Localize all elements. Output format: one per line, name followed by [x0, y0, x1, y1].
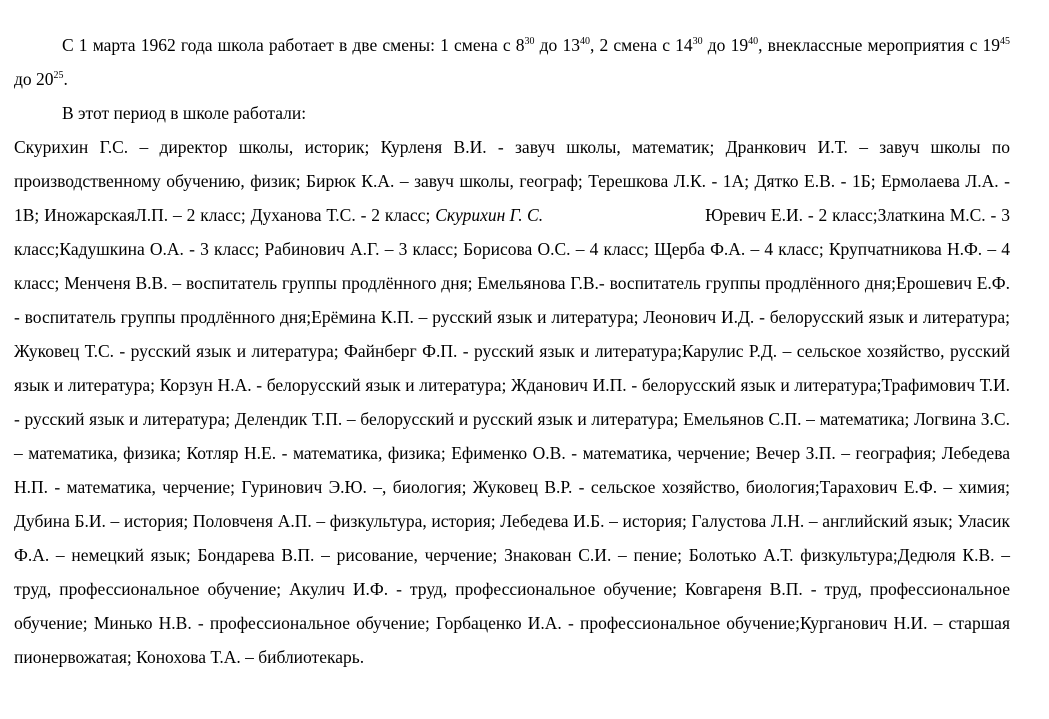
- schedule-text-5: , внеклассные мероприятия с 19: [758, 35, 1001, 55]
- time-superscript: 30: [524, 36, 535, 47]
- italic-name: Скурихин Г. С.: [435, 205, 544, 225]
- paragraph-staff-intro: В этот период в школе работали:: [62, 103, 307, 123]
- staff-text-part-2: Юревич Е.И. - 2 класс;Златкина М.С. - 3 класс;Кадушкина О.А. - 3 класс; Рабинович А.Г. – 3 класс; Борисова О.С. – 4 класс; Щерба Ф.А. – 4 класс; Крупчатникова Н.Ф. – 4 класс; Менченя В.В. – воспитатель группы продлённого дня; Емельянова Г.В.- воспитатель группы продлённого дня;Ерошевич Е.Ф. - воспитатель группы продлённого дня;Ерёмина К.П. – русский язык и литература; Леонович И.Д. - белорусский язык и литература; Жуковец Т.С. - русский язык и литература; Файнберг Ф.П. - русский язык и литература;Карулис Р.Д. – сельское хозяйство, русский язык и литература; Корзун Н.А. - белорусский язык и литература; Жданович И.П. - белорусский язык и литература;Трафимович Т.И. - русский язык и литература; Делендик Т.П. – белорусский и русский язык и литература; Емельянов С.П. – математика; Логвина З.С. – математика, физика; Котляр Н.Е. - математика, физика; Ефименко О.В. - математика, черчение; Вечер З.П. – география; Лебедева Н.П. - математика, черчение; Гуринович Э.Ю. –, биология; Жуковец В.Р. - сельское хозяйство, биология;Тарахович Е.Ф. – химия; Дубина Б.И. – история; Половченя А.П. – физкультура, история; Лебедева И.Б. – история; Галустова Л.Н. – английский язык; Уласик Ф.А. – немецкий язык; Бондарева В.П. – рисование, черчение; Знакован С.И. – пение; Болотько А.Т. физкультура;Дедюля К.В. – труд, профессиональное обучение; Акулич И.Ф. - труд, профессиональное обучение; Ковгареня В.П. - труд, профессиональное обучение; Минько Н.В. - профессиональное обучение; Горбаценко И.А. - профессиональное обучение;Курганович Н.И. – старшая пионервожатая; Конохова Т.А. – библиотекарь.: [14, 205, 1011, 667]
- time-superscript: 40: [748, 36, 759, 47]
- schedule-text-2: до 13: [534, 35, 580, 55]
- time-superscript: 30: [692, 36, 703, 47]
- schedule-text-3: , 2 смена с 14: [589, 35, 693, 55]
- schedule-text-6: до 20: [14, 69, 54, 89]
- schedule-text-7: .: [63, 69, 68, 89]
- document-body: [14, 28, 1010, 674]
- time-superscript: 25: [53, 70, 64, 81]
- schedule-text-4: до 19: [702, 35, 749, 55]
- paragraph-schedule: [14, 28, 1010, 96]
- paragraph-staff-list: [14, 130, 1010, 674]
- staff-text-part-1: Скурихин Г.С. – директор школы, историк; Курленя В.И. - завуч школы, математик; Дранкович И.Т. – завуч школы по производственному обучению, физик; Бирюк К.А. – завуч школы, географ; Терешкова Л.К. - 1А; Дятко Е.В. - 1Б; Ермолаева Л.А. - 1В; ИножарскаяЛ.П. – 2 класс; Духанова Т.С. - 2 класс;: [14, 137, 1010, 225]
- time-superscript: 40: [579, 36, 590, 47]
- schedule-text-1: С 1 марта 1962 года школа работает в две смены: 1 смена с 8: [62, 35, 525, 55]
- time-superscript: 45: [1000, 36, 1011, 47]
